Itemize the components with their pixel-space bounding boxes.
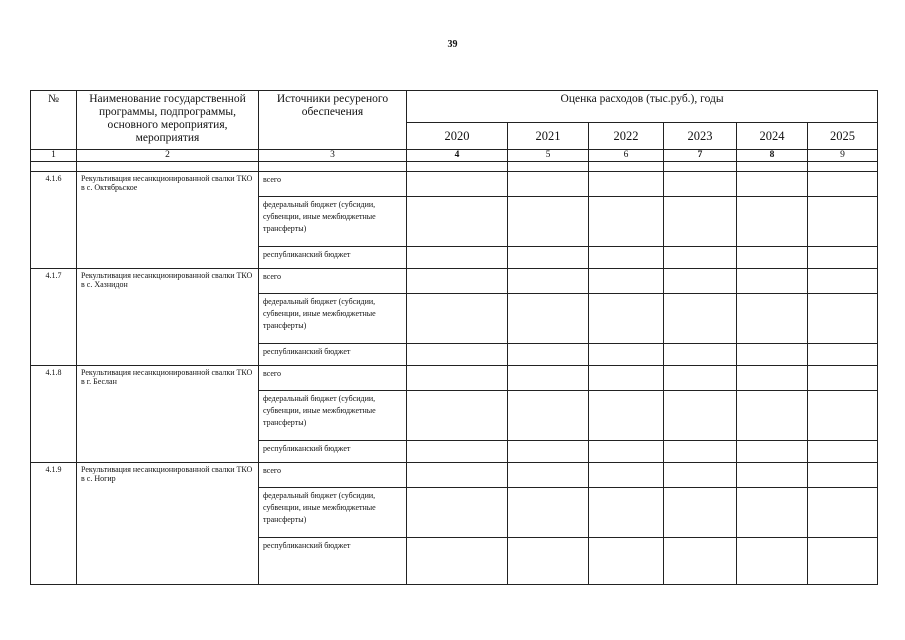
header-year: 2024: [737, 123, 808, 150]
budget-table: [30, 90, 878, 585]
column-number: 8: [737, 150, 808, 162]
row-name: Рекультивация несанкционированной свалки ТКО в с. Хазнидон: [77, 269, 259, 366]
source-republic: республиканский бюджет: [259, 344, 407, 366]
row-code: 4.1.6: [31, 172, 77, 269]
header-year: 2023: [664, 123, 737, 150]
column-number: 3: [259, 150, 407, 162]
page-number: 39: [447, 39, 458, 50]
header-year: 2025: [808, 123, 878, 150]
row-name: Рекультивация несанкционированной свалки ТКО в г. Беслан: [77, 366, 259, 463]
column-number: 5: [508, 150, 589, 162]
column-number: 9: [808, 150, 878, 162]
row-name: Рекультивация несанкционированной свалки ТКО в с. Ногир: [77, 463, 259, 585]
table-row: [31, 172, 878, 197]
column-number: 2: [77, 150, 259, 162]
source-total: всего: [259, 269, 407, 294]
header-num: №: [31, 91, 77, 150]
row-name: Рекультивация несанкционированной свалки ТКО в с. Октябрьское: [77, 172, 259, 269]
source-federal: федеральный бюджет (субсидии, субвенции, иные межбюджетные трансферты): [259, 391, 407, 441]
source-republic: республиканский бюджет: [259, 247, 407, 269]
header-year: 2020: [407, 123, 508, 150]
source-federal: федеральный бюджет (субсидии, субвенции, иные межбюджетные трансферты): [259, 488, 407, 538]
column-number: 6: [589, 150, 664, 162]
table-row: [31, 463, 878, 488]
source-federal: федеральный бюджет (субсидии, субвенции, иные межбюджетные трансферты): [259, 197, 407, 247]
header-year: 2022: [589, 123, 664, 150]
column-number: 4: [407, 150, 508, 162]
table-row: [31, 269, 878, 294]
source-total: всего: [259, 172, 407, 197]
row-code: 4.1.7: [31, 269, 77, 366]
header-year: 2021: [508, 123, 589, 150]
column-number: 7: [664, 150, 737, 162]
source-republic: республиканский бюджет: [259, 538, 407, 585]
source-republic: республиканский бюджет: [259, 441, 407, 463]
column-number: 1: [31, 150, 77, 162]
header-name: Наименование государственной программы, подпрограммы, основного мероприятия, мероприятия: [77, 91, 259, 150]
table-row: [31, 366, 878, 391]
source-federal: федеральный бюджет (субсидии, субвенции, иные межбюджетные трансферты): [259, 294, 407, 344]
header-expenses: Оценка расходов (тыс.руб.), годы: [407, 91, 878, 123]
source-total: всего: [259, 366, 407, 391]
header-sources: Источники ресуреного обеспечения: [259, 91, 407, 150]
source-total: всего: [259, 463, 407, 488]
row-code: 4.1.8: [31, 366, 77, 463]
row-code: 4.1.9: [31, 463, 77, 585]
